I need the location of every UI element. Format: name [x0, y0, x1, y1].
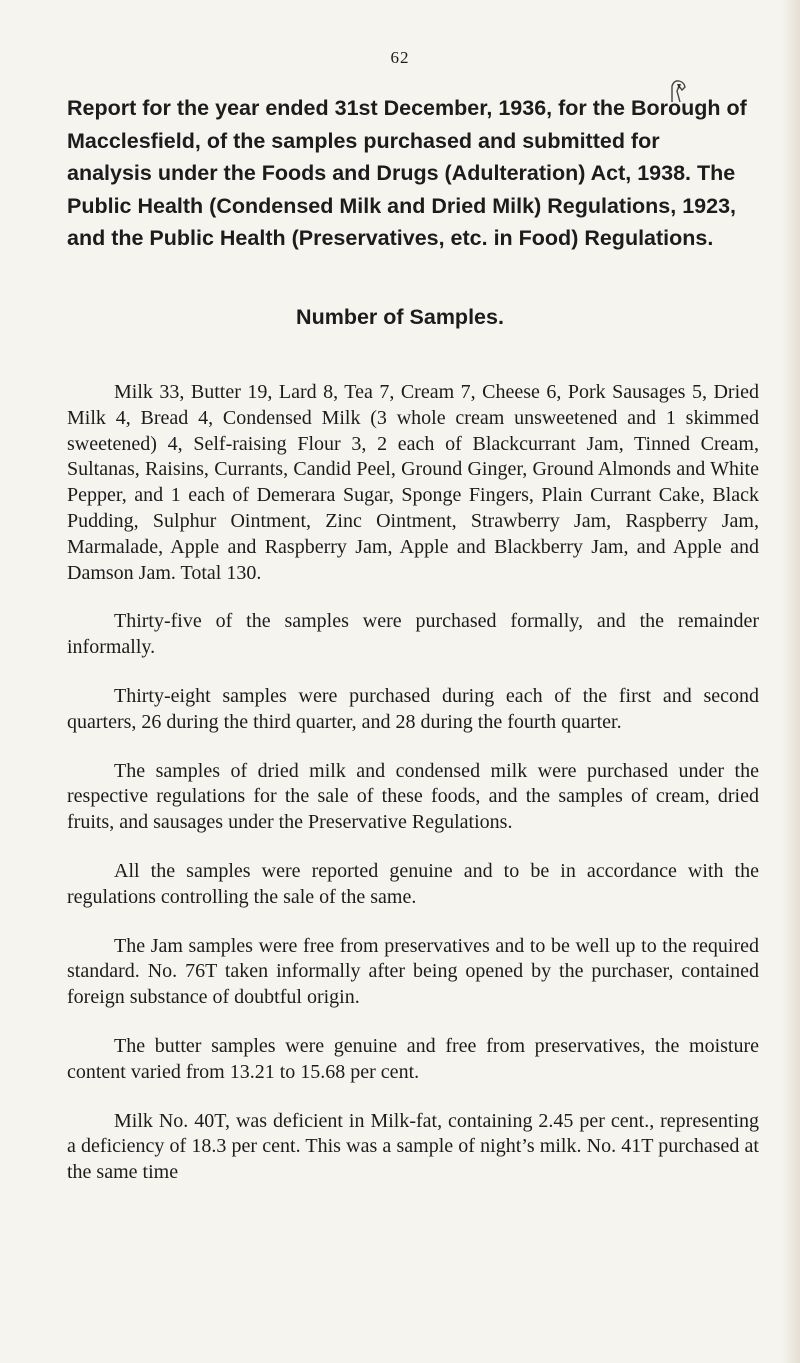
page-edge-shadow	[782, 0, 800, 1363]
paragraph-regulations: The samples of dried milk and condensed milk were purchased under the respective regulations for the sale of these foods, and the samples of cream, dried fruits, and sausages under the Preservative Regulations.	[67, 759, 759, 834]
paragraph-jam: The Jam samples were free from preservatives and to be well up to the required standard. No. 76T taken informally after being opened by the purchaser, contained foreign substance of doubtful origin.	[67, 934, 759, 1009]
paragraph-formal-informal: Thirty-five of the samples were purchased formally, and the remainder informally.	[67, 610, 759, 659]
report-title: Report for the year ended 31st December, 1936, for the Borough of Macclesfield, of the samples purchased and submitted for analysis under the Foods and Drugs (Adulteration) Act, 1938. The Public Health (Condensed Milk and Dried Milk) Regulations, 1923, and the Public Health (Preservatives, etc. in Food) Regulations.	[67, 96, 747, 250]
paragraph-genuine: All the samples were reported genuine and to be in accordance with the regulations controlling the sale of the same.	[67, 859, 759, 908]
paragraph-butter: The butter samples were genuine and free from preservatives, the moisture content varied from 13.21 to 15.68 per cent.	[67, 1034, 759, 1083]
paragraph-quarters: Thirty-eight samples were purchased during each of the first and second quarters, 26 during the third quarter, and 28 during the fourth quarter.	[67, 684, 759, 733]
section-heading: Number of Samples.	[296, 305, 504, 329]
page-number: 62	[390, 48, 410, 67]
paragraph-milk: Milk No. 40T, was deficient in Milk-fat, containing 2.45 per cent., representing a deficiency of 18.3 per cent. This was a sample of night’s milk. No. 41T purchased at the same time	[67, 1109, 759, 1184]
paragraph-sample-list: Milk 33, Butter 19, Lard 8, Tea 7, Cream 7, Cheese 6, Pork Sausages 5, Dried Milk 4, Bread 4, Condensed Milk (3 whole cream unsweetened and 1 skimmed sweetened) 4, Self-raising Flour 3, 2 each of Blackcurrant Jam, Tinned Cream, Sultanas, Raisins, Currants, Candid Peel, Ground Ginger, Ground Almonds and White Pepper, and 1 each of Demerara Sugar, Sponge Fingers, Plain Currant Cake, Black Pudding, Sulphur Ointment, Zinc Ointment, Strawberry Jam, Raspberry Jam, Marmalade, Apple and Raspberry Jam, Apple and Blackberry Jam, and Apple and Damson Jam. Total 130.	[67, 381, 759, 584]
report-body	[67, 380, 759, 1186]
